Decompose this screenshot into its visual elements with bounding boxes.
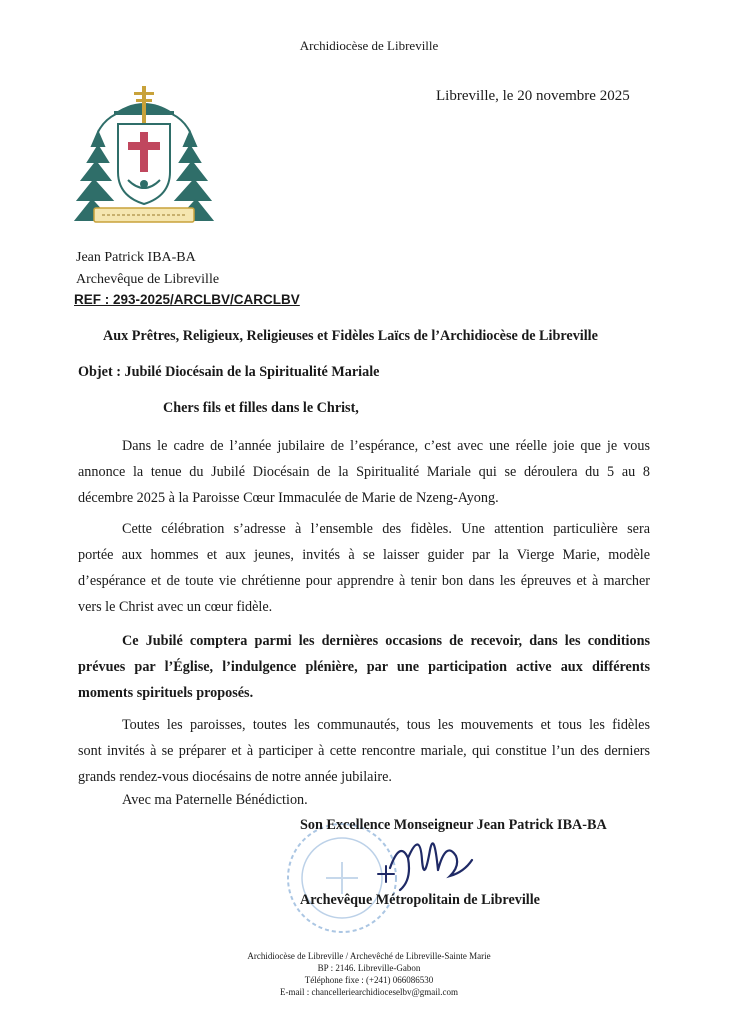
- tassels-right-icon: [172, 114, 212, 220]
- subject-line: Objet : Jubilé Diocésain de la Spiritualité Mariale: [78, 364, 380, 380]
- paragraph-line: d’espérance et de toute vie chrétienne pour apprendre à tenir bon dans les épreuves et à marcher: [78, 573, 650, 589]
- closing-blessing: Avec ma Paternelle Bénédiction.: [122, 792, 308, 808]
- paragraph-line: décembre 2025 à la Paroisse Cœur Immaculée de Marie de Nzeng-Ayong.: [78, 490, 499, 506]
- coat-of-arms-emblem: [74, 84, 214, 234]
- archdiocese-header: Archidiocèse de Libreville: [299, 38, 439, 53]
- paragraph-line: Toutes les paroisses, toutes les communautés, tous les mouvements et tous les fidèles: [122, 717, 650, 733]
- tassels-left-icon: [76, 114, 116, 220]
- paragraph-line: Ce Jubilé comptera parmi les dernières occasions de recevoir, dans les conditions: [122, 633, 650, 649]
- paragraph-1: [78, 433, 650, 511]
- paragraph-2: [78, 516, 650, 620]
- paragraph-line: sont invités à se préparer et à participer à cette rencontre mariale, qui constitue l’un des derniers: [78, 743, 650, 759]
- paragraph-line: Dans le cadre de l’année jubilaire de l’espérance, c’est avec une réelle joie que je vous: [122, 438, 650, 454]
- paragraph-4: [78, 712, 650, 790]
- footer-po-box: BP : 2146. Libreville-Gabon: [317, 963, 421, 973]
- paragraph-line: Cette célébration s’adresse à l’ensemble des fidèles. Une attention particulière sera: [122, 521, 650, 537]
- greeting: Chers fils et filles dans le Christ,: [163, 400, 359, 416]
- recipients-line: Aux Prêtres, Religieux, Religieuses et Fidèles Laïcs de l’Archidiocèse de Libreville: [103, 328, 598, 344]
- signatory-role: Archevêque Métropolitain de Libreville: [300, 892, 540, 908]
- author-name: Jean Patrick IBA-BA: [76, 250, 196, 265]
- paragraph-line: vers le Christ avec un cœur fidèle.: [78, 599, 273, 615]
- signatory-title: Son Excellence Monseigneur Jean Patrick IBA-BA: [300, 817, 607, 833]
- paragraph-line: prévues par l’Église, l’indulgence plénière, par une participation active aux différents: [78, 659, 650, 675]
- shield-icon: [118, 124, 170, 204]
- letter-date: Libreville, le 20 novembre 2025: [436, 88, 630, 104]
- paragraph-3-indulgence: [78, 628, 650, 706]
- motto-banner-icon: [94, 208, 194, 222]
- paragraph-line: grands rendez-vous diocésains de notre année jubilaire.: [78, 769, 392, 785]
- letterhead-footer: [0, 950, 738, 998]
- author-title: Archevêque de Libreville: [76, 272, 220, 287]
- paragraph-line: annonce la tenue du Jubilé Diocésain de la Spiritualité Mariale qui se déroulera du 5 au 8: [78, 464, 650, 480]
- paragraph-line: moments spirituels proposés.: [78, 685, 254, 701]
- footer-phone: Téléphone fixe : (+241) 066086530: [304, 975, 434, 985]
- footer-email: E-mail : chancelleriearchidioceselbv@gmail.com: [280, 987, 458, 997]
- paragraph-line: portée aux hommes et aux jeunes, invités à se laisser guider par la Vierge Marie, modèle: [78, 547, 650, 563]
- footer-address: Archidiocèse de Libreville / Archevêché de Libreville-Sainte Marie: [247, 951, 491, 961]
- reference-number: REF : 293-2025/ARCLBV/CARCLBV: [74, 292, 300, 307]
